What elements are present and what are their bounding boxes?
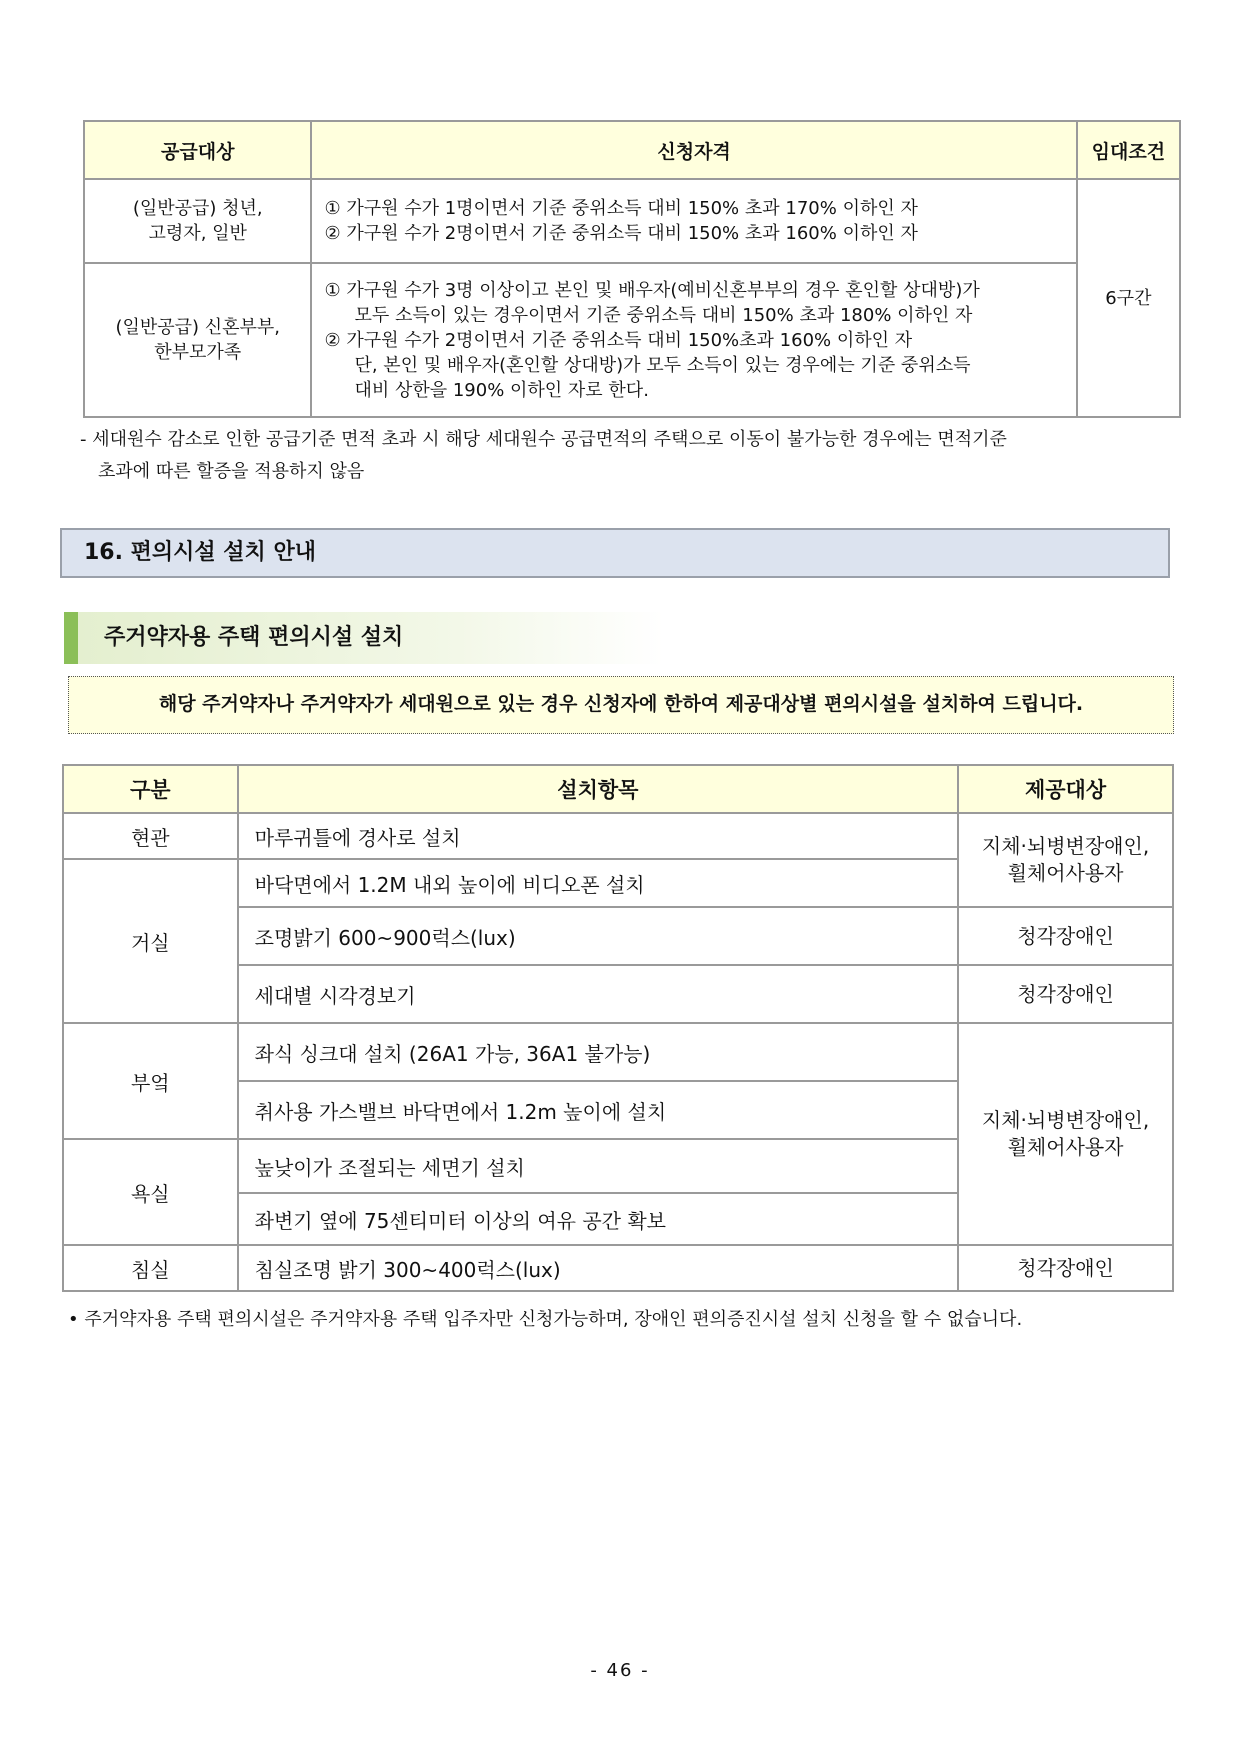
supply-target-cell [84, 263, 311, 417]
header-category: 구분 [63, 765, 238, 813]
target-cell [958, 1023, 1173, 1245]
header-criteria: 신청자격 [311, 121, 1076, 179]
header-item: 설치항목 [238, 765, 958, 813]
table-row [84, 179, 1180, 263]
item-cell: 좌식 싱크대 설치 (26A1 가능, 36A1 불가능) [238, 1023, 958, 1081]
area-cell: 부엌 [63, 1023, 238, 1139]
item-cell: 조명밝기 600~900럭스(lux) [238, 907, 958, 965]
criteria-line: 대비 상한을 190% 이하인 자로 한다. [354, 379, 649, 401]
table-row [63, 1245, 1173, 1291]
table-header-row [63, 765, 1173, 813]
criteria-line: ① 가구원 수가 1명이면서 기준 중위소득 대비 150% 초과 170% 이하인 자 [324, 198, 918, 219]
facility-table [62, 764, 1174, 1292]
note-line: - 세대원수 감소로 인한 공급기준 면적 초과 시 해당 세대원수 공급면적의 주택으로 이동이 불가능한 경우에는 면적기준 [80, 429, 1007, 450]
supply-target-line: 고령자, 일반 [148, 223, 247, 244]
supply-eligibility-table [83, 120, 1181, 418]
criteria-line: ① 가구원 수가 3명 이상이고 본인 및 배우자(예비신혼부부의 경우 혼인할 상대방)가 [324, 279, 980, 301]
item-cell: 세대별 시각경보기 [238, 965, 958, 1023]
item-cell: 좌변기 옆에 75센티미터 이상의 여유 공간 확보 [238, 1193, 958, 1245]
subsection-title: 주거약자용 주택 편의시설 설치 [64, 612, 664, 664]
area-surcharge-note [80, 424, 1185, 488]
area-cell: 현관 [63, 813, 238, 859]
target-line: 휠체어사용자 [1007, 861, 1124, 885]
target-line: 지체·뇌병변장애인, [981, 1108, 1150, 1132]
eligibility-note: • 주거약자용 주택 편의시설은 주거약자용 주택 입주자만 신청가능하며, 장애인 편의증진시설 설치 신청을 할 수 없습니다. [68, 1309, 1023, 1330]
table-row [84, 263, 1180, 417]
item-cell: 취사용 가스밸브 바닥면에서 1.2m 높이에 설치 [238, 1081, 958, 1139]
table-header-row [84, 121, 1180, 179]
section-title: 16. 편의시설 설치 안내 [60, 528, 1170, 578]
supply-target-cell [84, 179, 311, 263]
notice-box: 해당 주거약자나 주거약자가 세대원으로 있는 경우 신청자에 한하여 제공대상별 편의시설을 설치하여 드립니다. [68, 676, 1174, 734]
criteria-line: 단, 본인 및 배우자(혼인할 상대방)가 모두 소득이 있는 경우에는 기준 중위소득 [354, 354, 971, 376]
item-cell: 침실조명 밝기 300~400럭스(lux) [238, 1245, 958, 1291]
criteria-line: ② 가구원 수가 2명이면서 기준 중위소득 대비 150% 초과 160% 이하인 자 [324, 223, 918, 244]
header-rent-condition: 임대조건 [1077, 121, 1180, 179]
target-cell [958, 813, 1173, 907]
header-supply-target: 공급대상 [84, 121, 311, 179]
supply-target-line: (일반공급) 청년, [132, 198, 263, 219]
supply-target-line: 한부모가족 [154, 342, 242, 363]
note-line: 초과에 따른 할증을 적용하지 않음 [98, 461, 365, 482]
target-cell: 청각장애인 [958, 965, 1173, 1023]
criteria-line: 모두 소득이 있는 경우이면서 기준 중위소득 대비 150% 초과 180% 이하인 자 [354, 304, 973, 326]
area-cell: 거실 [63, 859, 238, 1023]
target-cell: 청각장애인 [958, 1245, 1173, 1291]
page-number: - 46 - [590, 1660, 650, 1681]
criteria-cell [311, 263, 1076, 417]
target-cell: 청각장애인 [958, 907, 1173, 965]
target-line: 휠체어사용자 [1007, 1135, 1124, 1159]
table-row [63, 813, 1173, 859]
rent-condition-cell: 6구간 [1077, 179, 1180, 417]
area-cell: 침실 [63, 1245, 238, 1291]
criteria-line: ② 가구원 수가 2명이면서 기준 중위소득 대비 150%초과 160% 이하인 자 [324, 329, 913, 351]
item-cell: 마루귀틀에 경사로 설치 [238, 813, 958, 859]
table-row [63, 1023, 1173, 1081]
criteria-cell [311, 179, 1076, 263]
item-cell: 바닥면에서 1.2M 내외 높이에 비디오폰 설치 [238, 859, 958, 907]
target-line: 지체·뇌병변장애인, [981, 834, 1150, 858]
item-cell: 높낮이가 조절되는 세면기 설치 [238, 1139, 958, 1193]
area-cell: 욕실 [63, 1139, 238, 1245]
supply-target-line: (일반공급) 신혼부부, [115, 317, 281, 338]
header-target: 제공대상 [958, 765, 1173, 813]
